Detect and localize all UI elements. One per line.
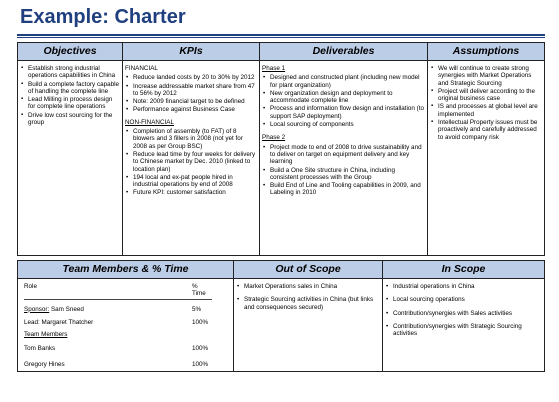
role-label: Role xyxy=(24,283,37,290)
phase2-list xyxy=(262,144,425,197)
list-item: • Completion of assembly (to FAT) of 8 blowers and 3 fillers in 2008 (not yet for 2008 as per Group BSC) xyxy=(125,128,257,150)
page-title: Example: Charter xyxy=(20,6,186,28)
in-scope-cell xyxy=(385,283,541,343)
list-item: • Future KPI: customer satisfaction xyxy=(125,189,257,196)
header-team: Team Members & % Time xyxy=(17,260,234,279)
objectives-list xyxy=(20,65,120,126)
team-header-row xyxy=(24,283,212,300)
list-item: • 194 local and ex-pat people hired in industrial operations by end of 2008 xyxy=(125,174,257,189)
out-of-scope-cell xyxy=(236,283,380,317)
time-label: % Time xyxy=(192,283,206,298)
header-kpis: KPIs xyxy=(122,42,260,61)
header-in-scope: In Scope xyxy=(382,260,545,279)
team-members-label: Team Members xyxy=(24,331,68,339)
title-rule xyxy=(17,34,545,36)
list-item: • Industrial operations in China xyxy=(385,283,541,290)
list-item: ▪ Intellectual Property issues must be proactively and carefully addressed to avoid company risk xyxy=(430,119,542,141)
list-item: • Project mode to end of 2008 to drive sustainability and to deliver on target on equipment delivery and key learning xyxy=(262,144,425,166)
kpi-nonfinancial-list xyxy=(125,128,257,197)
list-item: • Market Operations sales in China xyxy=(236,283,380,290)
divider xyxy=(233,279,234,372)
list-item: • Process and information flow design and installation (to support SAP deployment) xyxy=(262,105,425,120)
team-cell xyxy=(24,283,212,368)
list-item: • Designed and constructed plant (including new model for plant organization) xyxy=(262,74,425,89)
out-of-scope-list xyxy=(236,283,380,311)
kpis-cell xyxy=(125,65,257,198)
member-name: Tom Banks xyxy=(24,345,56,353)
deliverables-cell xyxy=(262,65,425,198)
divider xyxy=(382,279,383,372)
header-assumptions: Assumptions xyxy=(427,42,545,61)
assumptions-list xyxy=(430,65,542,141)
sponsor-time: 5% xyxy=(192,305,202,313)
lead-time: 100% xyxy=(192,318,209,326)
list-item: • Strategic Sourcing activities in China (but links and consequences secured) xyxy=(236,296,380,311)
sponsor-label: Sponsor: xyxy=(24,305,50,313)
member-name: Gregory Hines xyxy=(24,360,65,368)
list-item: ▪ Build a complete factory capable of handling the complete line xyxy=(20,81,120,96)
list-item: ▪ Lead Milling in process design for complete line operations xyxy=(20,96,120,111)
title-rule-thin xyxy=(17,37,545,38)
list-item: • Reduce landed costs by 20 to 30% by 2012 xyxy=(125,74,257,81)
lead-name: Margaret Thatcher xyxy=(41,318,94,326)
sponsor-name: Sam Sneed xyxy=(50,305,84,313)
list-item: • New organization design and deployment to accommodate complete line xyxy=(262,90,425,105)
list-item: • Build End of Line and Tooling capabilities in 2009, and Labeling in 2010 xyxy=(262,182,425,197)
member-time: 100% xyxy=(192,345,209,353)
team-lead-row xyxy=(24,319,212,326)
member-time: 100% xyxy=(192,360,209,368)
list-item: ▪ Drive low cost sourcing for the group xyxy=(20,112,120,127)
kpi-financial-label: FINANCIAL xyxy=(125,65,158,72)
phase1-label: Phase 1 xyxy=(262,65,286,72)
header-deliverables: Deliverables xyxy=(259,42,428,61)
list-item: • Note: 2009 financial target to be defined xyxy=(125,98,257,105)
list-item: ▪ Establish strong industrial operations capabilities in China xyxy=(20,65,120,80)
list-item: ▪ We will continue to create strong synergies with Market Operations and Strategic Sourcing xyxy=(430,65,542,87)
header-out-of-scope: Out of Scope xyxy=(233,260,383,279)
objectives-cell xyxy=(20,65,120,127)
team-member-row xyxy=(24,345,212,352)
divider xyxy=(122,61,123,256)
team-member-row xyxy=(24,361,212,368)
list-item: • Increase addressable market share from 47 to 56% by 2012 xyxy=(125,83,257,98)
list-item: ▪ Project will deliver according to the original business case xyxy=(430,88,542,103)
list-item: • Performance against Business Case xyxy=(125,106,257,113)
list-item: • Contribution/synergies with Strategic Sourcing activities xyxy=(385,323,541,338)
list-item: • Reduce lead time by four weeks for delivery to Chinese market by Dec. 2010 (linked to location plan) xyxy=(125,151,257,173)
list-item: • Local sourcing of components xyxy=(262,121,425,128)
list-item: • Contribution/synergies with Sales activities xyxy=(385,310,541,317)
lead-label: Lead: xyxy=(24,318,40,326)
list-item: • Local sourcing operations xyxy=(385,296,541,303)
assumptions-cell xyxy=(430,65,542,142)
header-objectives: Objectives xyxy=(17,42,123,61)
list-item: ▪ IS and processes at global level are implemented xyxy=(430,103,542,118)
phase1-list xyxy=(262,74,425,128)
phase2-label: Phase 2 xyxy=(262,134,286,142)
in-scope-list xyxy=(385,283,541,337)
kpi-nonfinancial-label: NON-FINANCIAL xyxy=(125,118,174,126)
team-sponsor-row xyxy=(24,306,212,313)
divider xyxy=(259,61,260,256)
list-item: • Build a One Site structure in China, including consistent processes with the Group xyxy=(262,167,425,182)
kpi-financial-list xyxy=(125,74,257,113)
divider xyxy=(427,61,428,256)
